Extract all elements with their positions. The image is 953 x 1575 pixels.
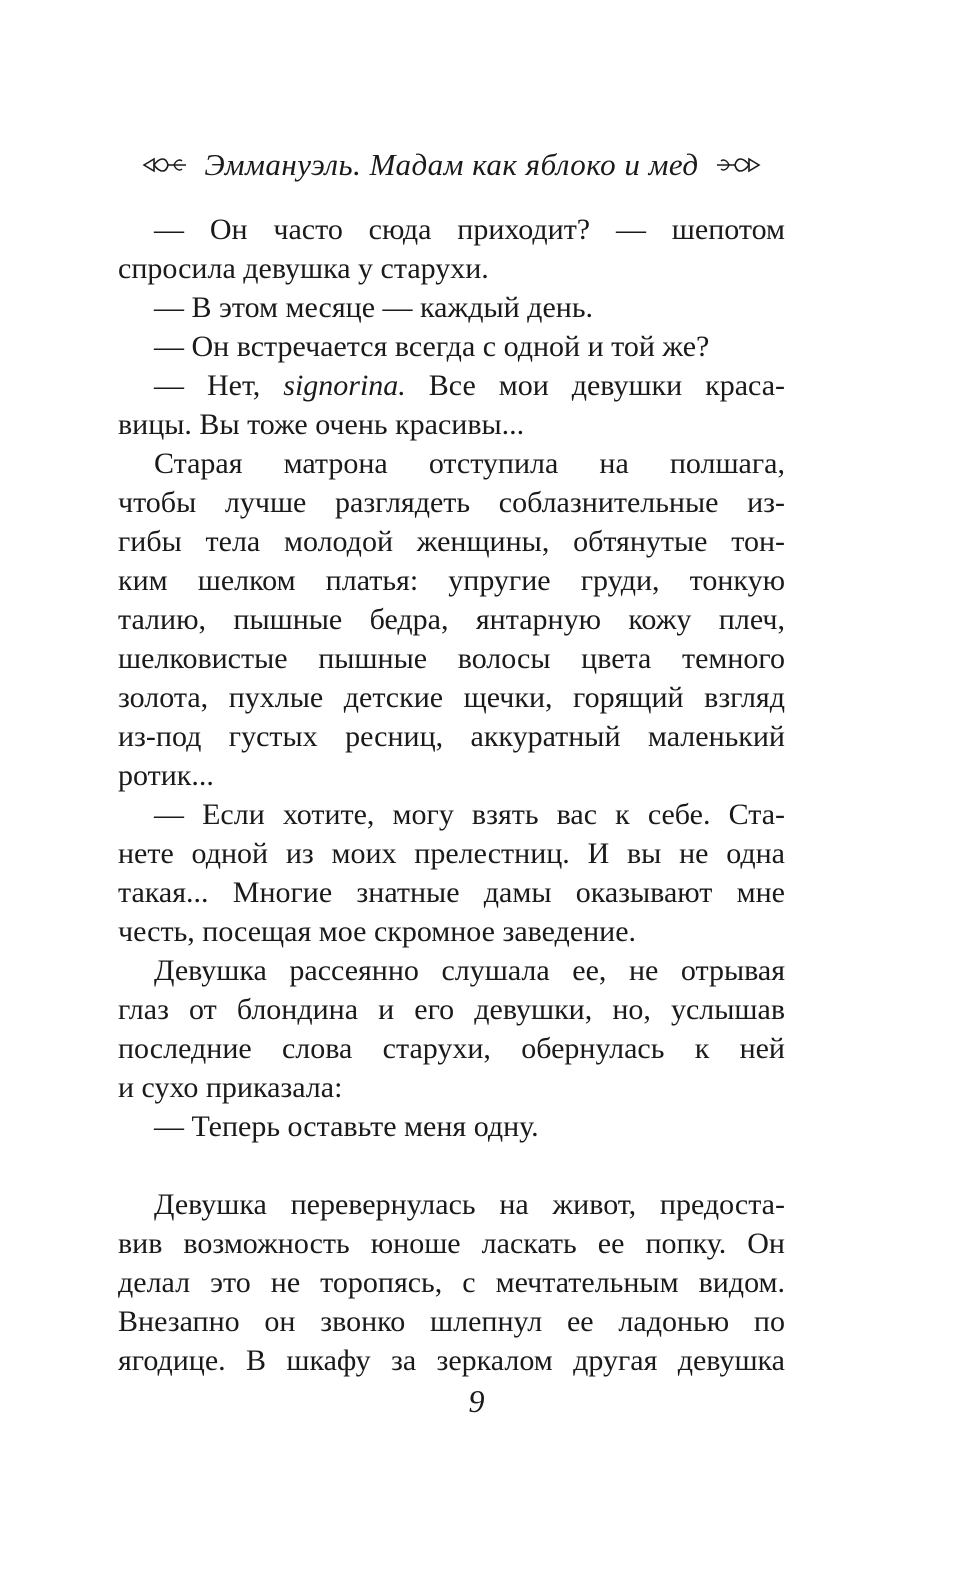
text-line bbox=[118, 366, 785, 405]
text-line: Девушка перевернулась на живот, предоста- bbox=[154, 1188, 785, 1221]
text-line: ротик... bbox=[118, 759, 214, 792]
text-line: ким шелком платья: упругие груди, тонкую bbox=[118, 564, 785, 597]
text-line: гибы тела молодой женщины, обтянутые тон- bbox=[118, 525, 785, 558]
text-line: золота, пухлые детские щечки, горящий взгляд bbox=[118, 681, 785, 714]
text-line: — Теперь оставьте меня одну. bbox=[154, 1110, 539, 1143]
text-line: — Он встречается всегда с одной и той же? bbox=[154, 330, 710, 363]
text-line: глаз от блондина и его девушки, но, услышав bbox=[118, 993, 785, 1026]
text-line: — В этом месяце — каждый день. bbox=[154, 291, 593, 324]
text-span: Все мои девушки краса- bbox=[428, 369, 786, 402]
text-line: делал это не торопясь, с мечтательным видом. bbox=[118, 1266, 785, 1299]
section-break bbox=[118, 1146, 785, 1185]
text-line: вив возможность юноше ласкать ее попку. Он bbox=[118, 1227, 785, 1260]
text-line: такая... Многие знатные дамы оказывают мне bbox=[118, 876, 785, 909]
text-line: вицы. Вы тоже очень красивы... bbox=[118, 408, 525, 441]
italic-word: signorina. bbox=[283, 369, 406, 402]
text-line: нете одной из моих прелестниц. И вы не одна bbox=[118, 837, 785, 870]
text-line: — Он часто сюда приходит? — шепотом bbox=[154, 213, 785, 246]
left-fleuron-icon bbox=[142, 155, 188, 175]
text-span: — Нет, bbox=[154, 369, 261, 402]
page-number: 9 bbox=[468, 1383, 485, 1419]
body-text bbox=[118, 210, 785, 1380]
text-line: спросила девушка у старухи. bbox=[118, 252, 489, 285]
text-line: шелковистые пышные волосы цвета темного bbox=[118, 642, 785, 675]
text-line: честь, посещая мое скромное заведение. bbox=[118, 915, 637, 948]
text-line: Внезапно он звонко шлепнул ее ладонью по bbox=[118, 1305, 785, 1338]
text-line: из-под густых ресниц, аккуратный маленький bbox=[118, 720, 785, 753]
right-fleuron-icon bbox=[715, 155, 761, 175]
text-line: ягодице. В шкафу за зеркалом другая девушка bbox=[118, 1344, 785, 1377]
text-line: последние слова старухи, обернулась к ней bbox=[118, 1032, 785, 1065]
text-line: и сухо приказала: bbox=[118, 1071, 343, 1104]
text-line: Старая матрона отступила на полшага, bbox=[154, 447, 785, 480]
text-line: — Если хотите, могу взять вас к себе. Ста- bbox=[154, 798, 785, 831]
text-line: чтобы лучше разглядеть соблазнительные из- bbox=[118, 486, 785, 519]
text-line: талию, пышные бедра, янтарную кожу плеч, bbox=[118, 603, 785, 636]
running-title: Эммануэль. Мадам как яблоко и мед bbox=[204, 147, 699, 182]
text-line: Девушка рассеянно слушала ее, не отрывая bbox=[154, 954, 785, 987]
running-header bbox=[118, 143, 785, 187]
